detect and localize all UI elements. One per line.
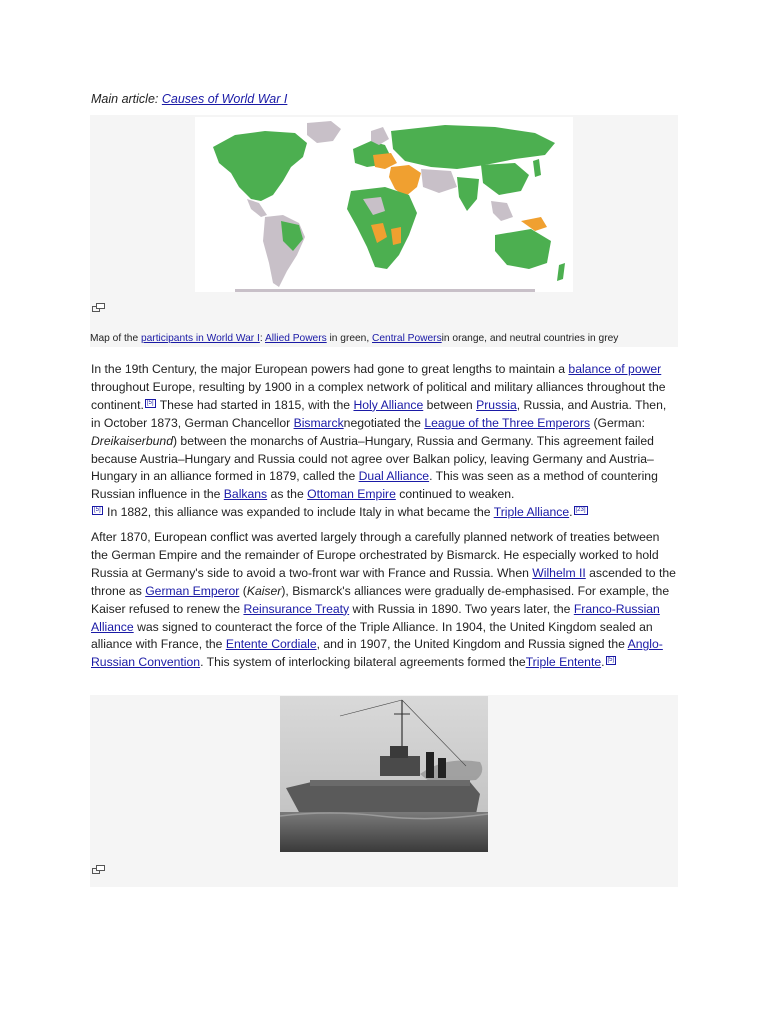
paragraph-text: ( — [239, 583, 247, 598]
paragraph-text: . This was seen as a method of countering Russian influence in the — [91, 469, 658, 502]
paragraph-text: ), Bismarck's alliances were gradually de-emphasised. For example, the Kaiser refused to renew the — [91, 583, 670, 616]
triple-alliance-link[interactable]: Triple Alliance — [493, 505, 570, 520]
world-map-image[interactable] — [195, 117, 573, 292]
caption-text: : — [259, 333, 265, 344]
paragraph-text: After 1870, European conflict was averted largely through a carefully planned network of treaties between the German Empire and the remainder of Europe orchestrated by Bismarck. He especially worked to hold Russia at Germany's side to avoid a two-front war with France and Russia. When — [91, 530, 660, 580]
allied-powers-link[interactable]: Allied Powers — [264, 333, 327, 344]
paragraph-text: between — [423, 397, 477, 412]
holy-alliance-link[interactable]: Holy Alliance — [353, 397, 424, 412]
paragraph-text: In 1882, this alliance was expanded to include Italy in what became the — [103, 505, 494, 520]
central-powers-link[interactable]: Central Powers — [372, 333, 442, 344]
caption-text: in orange, and neutral countries in grey — [441, 333, 619, 344]
paragraph-text: ) between the monarchs of Austria–Hungary, Russia and Germany. This agreement failed because Austria–Hungary and Russia could not agree over Balkan policy, leaving Germany and Austria–Hungary in an alliance formed in 1879, called the — [91, 433, 654, 484]
paragraph-text: , Russia, and Austria. Then, in October 1873, German Chancellor — [91, 397, 667, 430]
dual-alliance-link[interactable]: Dual Alliance — [358, 469, 430, 484]
paragraph-text: throughout Europe, resulting by 1900 in a complex network of political and military alliances throughout the continent. — [91, 379, 666, 412]
paragraph-text: (German: — [590, 415, 645, 430]
reinsurance-treaty-link[interactable]: Reinsurance Treaty — [243, 601, 350, 616]
ottoman-empire-link[interactable]: Ottoman Empire — [307, 487, 396, 502]
paragraph-text: negotiated the — [343, 415, 425, 430]
caption-text: in green, — [326, 333, 373, 344]
paragraph-text: These had started in 1815, with the — [156, 397, 354, 412]
citation-ref[interactable]: [5] — [94, 507, 101, 514]
entente-cordiale-link[interactable]: Entente Cordiale — [225, 637, 317, 652]
paragraph-alliances — [91, 361, 679, 522]
bismarck-link[interactable]: Bismarck — [293, 415, 344, 430]
map-caption — [90, 333, 618, 344]
enlarge-icon[interactable] — [92, 865, 105, 874]
paragraph-text: . This system of interlocking bilateral agreements formed the — [200, 655, 526, 670]
franco-russian-alliance-link[interactable]: Franco-Russian Alliance — [91, 601, 660, 634]
enlarge-icon[interactable] — [92, 303, 105, 312]
paragraph-text: was signed to counteract the force of the Triple Alliance. In 1904, the United Kingdom sealed an alliance with France, the — [91, 619, 653, 652]
main-article-line — [91, 92, 287, 106]
map-figure — [90, 115, 678, 347]
paragraph-text: with Russia in 1890. Two years later, the — [349, 601, 574, 616]
citation-ref[interactable]: [5] — [607, 657, 615, 664]
kaiser-term: Kaiser — [246, 583, 282, 598]
prussia-link[interactable]: Prussia — [476, 397, 517, 412]
balance-of-power-link[interactable]: balance of power — [568, 362, 662, 376]
wilhelm-ii-link[interactable]: Wilhelm II — [532, 565, 586, 580]
paragraph-text: ascended to the throne as — [91, 565, 676, 598]
german-emperor-link[interactable]: German Emperor — [145, 583, 240, 598]
participants-link[interactable]: participants in World War I — [140, 333, 260, 344]
paragraph-text: . — [569, 505, 573, 520]
ship-figure — [90, 695, 678, 887]
causes-of-wwi-link[interactable]: Causes of World War I — [161, 92, 288, 106]
citation-ref[interactable]: [23] — [575, 507, 586, 514]
paragraph-text: In the 19th Century, the major European powers had gone to great lengths to maintain a — [91, 362, 569, 376]
paragraph-treaties — [91, 529, 679, 672]
paragraph-text: , and in 1907, the United Kingdom and Russia signed the — [316, 637, 628, 652]
balkans-link[interactable]: Balkans — [223, 487, 268, 502]
paragraph-text: as the — [267, 487, 308, 502]
citation-ref[interactable]: [5] — [146, 399, 154, 406]
triple-entente-link[interactable]: Triple Entente — [525, 655, 602, 670]
paragraph-text: continued to weaken. — [395, 487, 515, 502]
paragraph-text: . — [601, 655, 605, 670]
anglo-russian-convention-link[interactable]: Anglo-Russian Convention — [91, 637, 663, 670]
league-of-three-emperors-link[interactable]: League of the Three Emperors — [424, 415, 591, 430]
dreikaiserbund-term: Dreikaiserbund — [91, 433, 173, 448]
main-article-prefix: Main article: — [91, 92, 162, 106]
battleship-photo[interactable] — [280, 696, 488, 852]
caption-text: Map of the — [90, 333, 141, 344]
